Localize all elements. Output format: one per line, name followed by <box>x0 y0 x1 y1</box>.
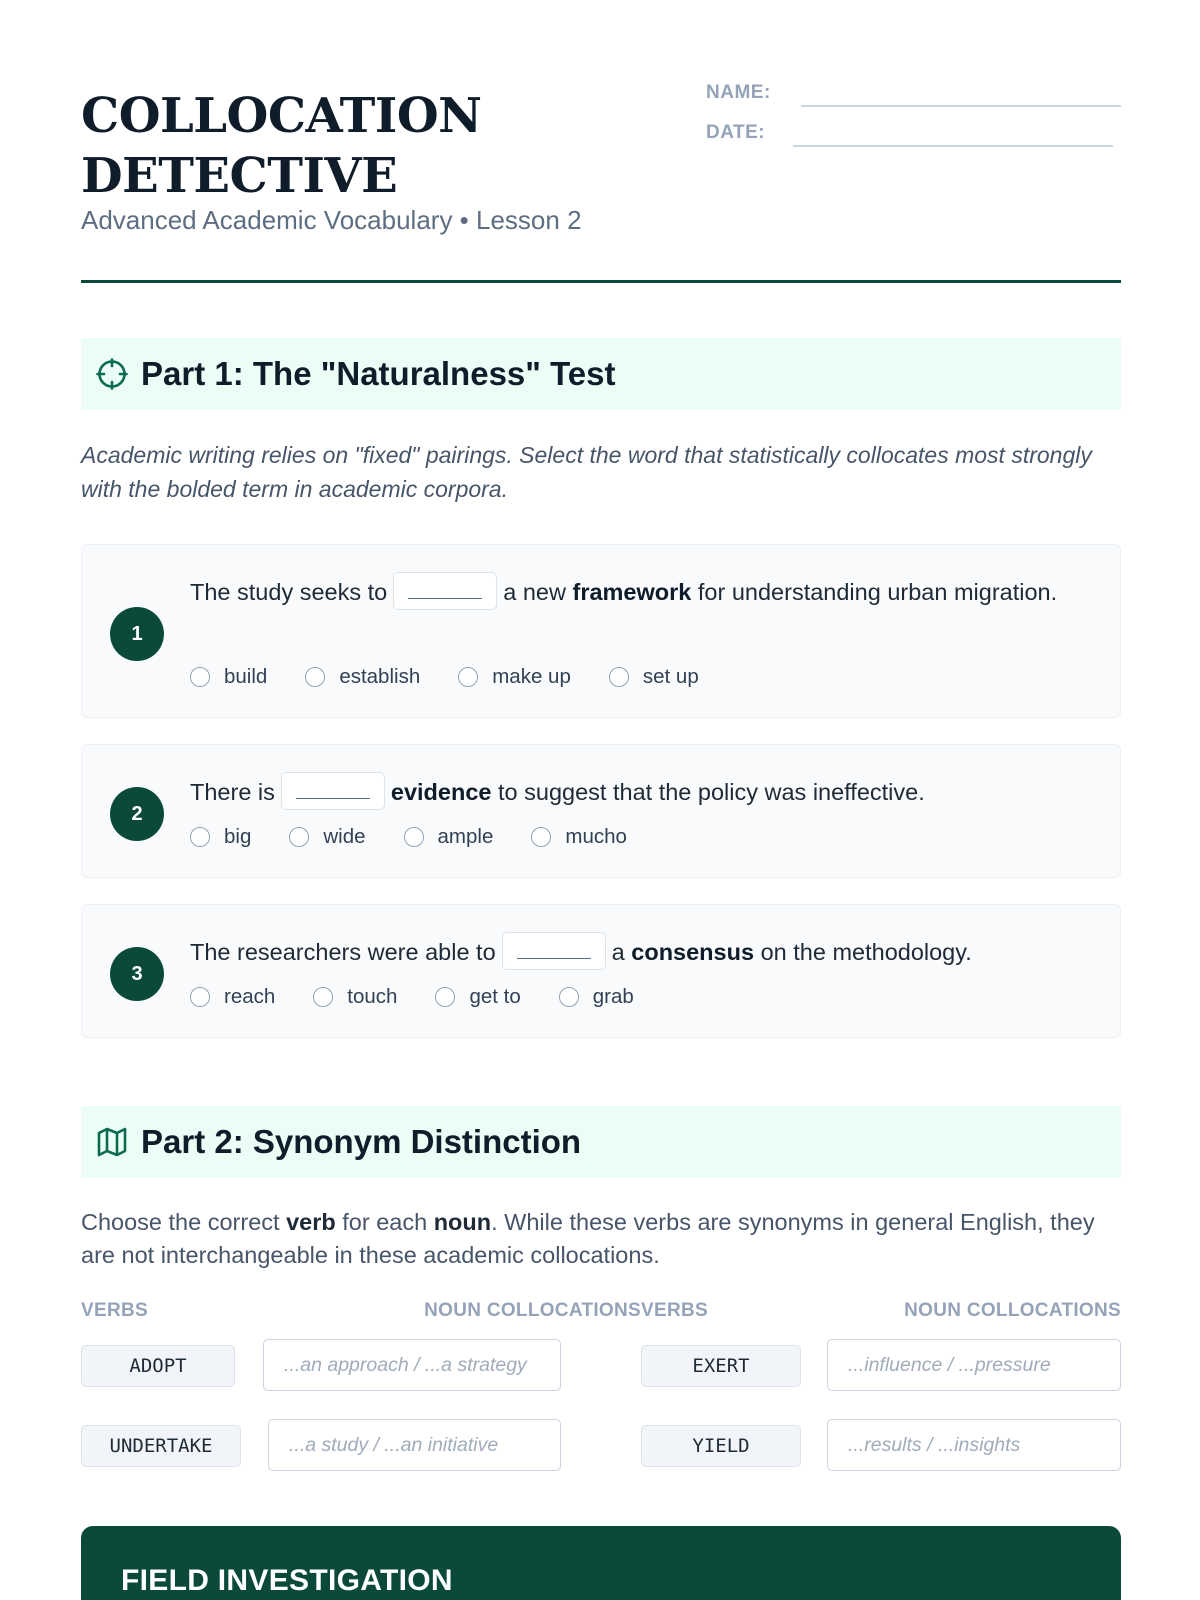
option-make-up[interactable] <box>458 665 571 689</box>
verb-card-yield[interactable]: YIELD <box>641 1425 801 1467</box>
radio-button[interactable] <box>458 667 478 687</box>
option-label: wide <box>323 825 366 848</box>
option-build[interactable] <box>190 665 267 689</box>
options-group-1 <box>190 665 737 689</box>
radio-button[interactable] <box>404 827 424 847</box>
title-line-2: DETECTIVE <box>81 148 398 204</box>
question-number-badge: 3 <box>110 947 164 1001</box>
instr-noun: noun <box>433 1209 492 1235</box>
option-label: make up <box>492 665 571 688</box>
question-card-2 <box>81 744 1121 878</box>
noun-dropzone-3[interactable]: ...a study / ...an initiative <box>268 1419 561 1471</box>
option-mucho[interactable] <box>531 825 627 849</box>
date-label: DATE: <box>706 122 766 143</box>
question-text-mid: a <box>611 939 625 965</box>
option-establish[interactable] <box>305 665 420 689</box>
part1-title: Part 1: The "Naturalness" Test <box>141 355 616 392</box>
question-number-badge: 2 <box>110 787 164 841</box>
radio-button[interactable] <box>190 827 210 847</box>
option-ample[interactable] <box>404 825 494 849</box>
instr-text: . While these verbs are synonyms in general English, they are not interchangeable in these academic collocations. <box>81 1209 1095 1268</box>
field-investigation-banner <box>81 1526 1121 1600</box>
part2-header <box>81 1106 1121 1178</box>
option-label: get to <box>469 985 521 1008</box>
noun-dropzone-2[interactable]: ...influence / ...pressure <box>827 1339 1121 1391</box>
option-label: build <box>224 665 268 688</box>
radio-button[interactable] <box>609 667 629 687</box>
question-text-end: for understanding urban migration. <box>697 579 1058 605</box>
banner-title: FIELD INVESTIGATION <box>121 1564 453 1597</box>
radio-button[interactable] <box>289 827 309 847</box>
instr-text: for each <box>335 1209 434 1235</box>
part2-instructions <box>81 1206 1121 1272</box>
part2-title: Part 2: Synonym Distinction <box>141 1123 582 1160</box>
page-subtitle: Advanced Academic Vocabulary • Lesson 2 <box>81 205 582 235</box>
radio-button[interactable] <box>190 987 210 1007</box>
title-line-1: COLLOCATION <box>81 88 482 144</box>
question-keyword: consensus <box>631 939 755 965</box>
radio-button[interactable] <box>190 667 210 687</box>
name-label: NAME: <box>706 82 771 103</box>
option-touch[interactable] <box>313 985 397 1009</box>
radio-button[interactable] <box>559 987 579 1007</box>
options-group-3 <box>190 985 672 1009</box>
option-big[interactable] <box>190 825 251 849</box>
book-map-icon <box>95 1125 129 1159</box>
col-header-verbs-right: VERBS <box>641 1300 708 1321</box>
option-grab[interactable] <box>559 985 634 1009</box>
question-text <box>190 933 1080 973</box>
question-number-badge: 1 <box>110 607 164 661</box>
radio-button[interactable] <box>305 667 325 687</box>
question-text <box>190 773 1080 813</box>
question-card-1 <box>81 544 1121 718</box>
verb-card-adopt[interactable]: ADOPT <box>81 1345 235 1387</box>
name-row <box>706 78 1121 118</box>
option-get-to[interactable] <box>435 985 520 1009</box>
col-header-nouns-right: NOUN COLLOCATIONS <box>904 1300 1121 1321</box>
option-wide[interactable] <box>289 825 365 849</box>
verb-card-undertake[interactable]: UNDERTAKE <box>81 1425 241 1467</box>
date-field[interactable] <box>793 145 1113 147</box>
question-text-mid: a new <box>503 579 566 605</box>
question-keyword: framework <box>572 579 692 605</box>
radio-button[interactable] <box>313 987 333 1007</box>
part1-instructions: Academic writing relies on "fixed" pairings. Select the word that statistically collocates most strongly with the bolded term in academic corpora. <box>81 442 1092 502</box>
option-reach[interactable] <box>190 985 275 1009</box>
instr-text: Choose the correct <box>81 1209 287 1235</box>
part1-header <box>81 338 1121 410</box>
question-keyword: evidence <box>390 779 492 805</box>
question-text-end: to suggest that the policy was ineffective. <box>498 779 925 805</box>
date-row <box>706 118 1121 158</box>
answer-blank-3[interactable] <box>502 932 606 970</box>
question-text-end: on the methodology. <box>760 939 972 965</box>
option-label: set up <box>642 665 699 688</box>
option-label: reach <box>224 985 276 1008</box>
noun-dropzone-1[interactable]: ...an approach / ...a strategy <box>263 1339 561 1391</box>
radio-button[interactable] <box>435 987 455 1007</box>
options-group-2 <box>190 825 665 849</box>
page-title <box>81 86 482 206</box>
noun-dropzone-4[interactable]: ...results / ...insights <box>827 1419 1121 1471</box>
option-label: mucho <box>565 825 627 848</box>
option-set-up[interactable] <box>609 665 699 689</box>
target-icon <box>95 357 129 391</box>
student-info <box>706 78 1121 158</box>
verb-card-exert[interactable]: EXERT <box>641 1345 801 1387</box>
option-label: establish <box>339 665 421 688</box>
col-header-nouns-left: NOUN COLLOCATIONS <box>424 1300 641 1321</box>
question-text-start: The study seeks to <box>190 579 388 605</box>
radio-button[interactable] <box>531 827 551 847</box>
col-header-verbs-left: VERBS <box>81 1300 148 1321</box>
answer-blank-1[interactable] <box>393 572 497 610</box>
instr-verb: verb <box>286 1209 336 1235</box>
option-label: touch <box>347 985 398 1008</box>
name-field[interactable] <box>801 105 1121 107</box>
question-text <box>190 573 1080 613</box>
question-card-3 <box>81 904 1121 1038</box>
option-label: ample <box>437 825 494 848</box>
question-text-start: The researchers were able to <box>190 939 496 965</box>
header-divider <box>81 280 1121 283</box>
option-label: big <box>224 825 252 848</box>
question-text-start: There is <box>190 779 275 805</box>
option-label: grab <box>592 985 634 1008</box>
answer-blank-2[interactable] <box>281 772 385 810</box>
